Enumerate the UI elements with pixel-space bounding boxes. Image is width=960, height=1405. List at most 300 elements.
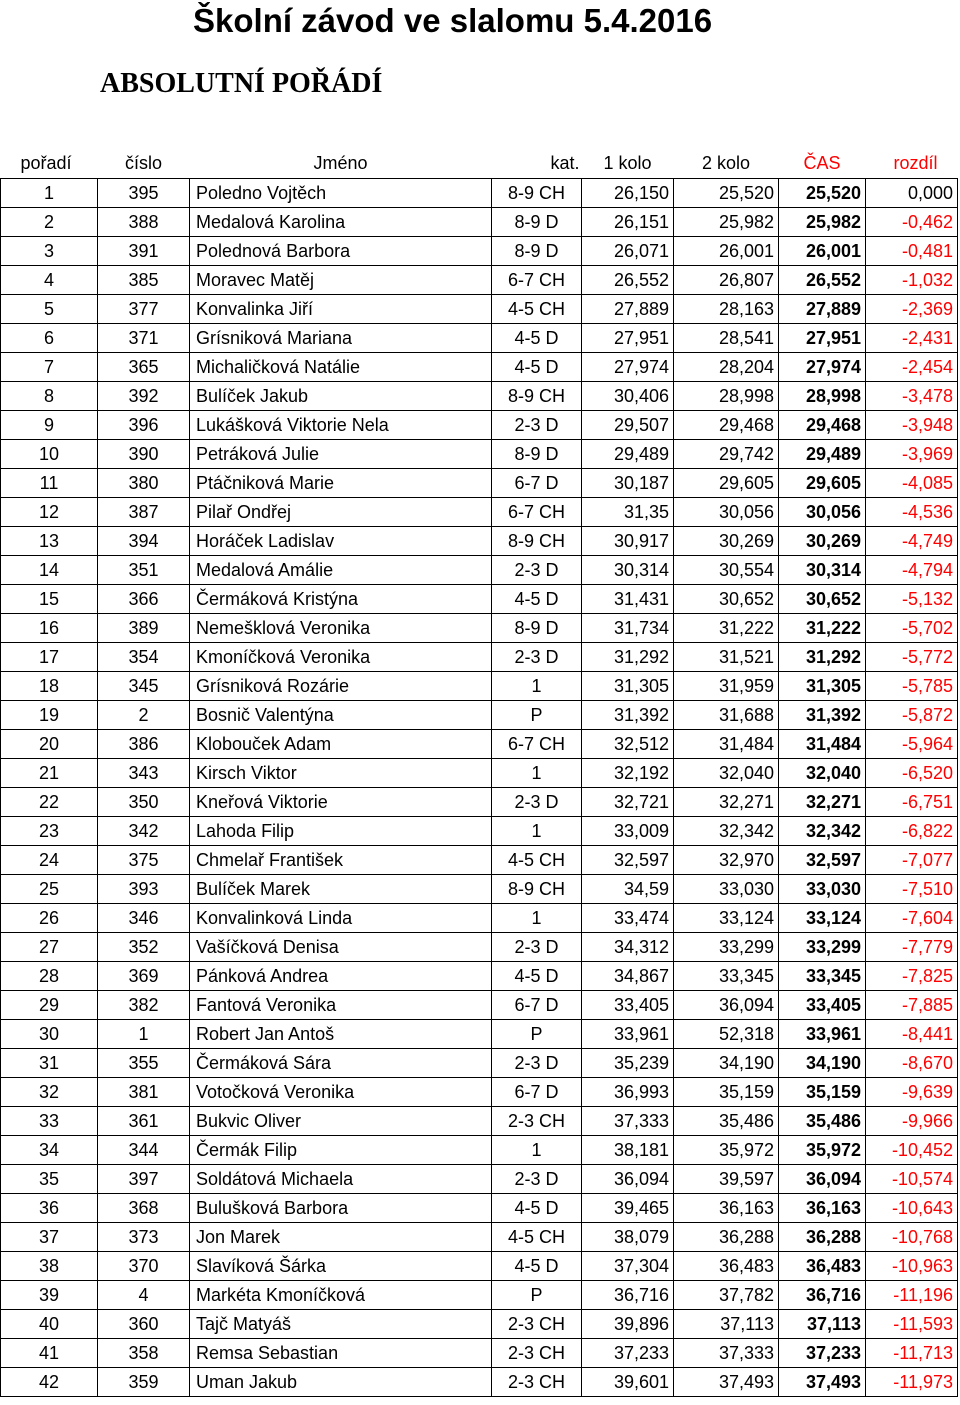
cell-run1: 26,150 [582, 179, 674, 208]
cell-number: 396 [98, 411, 190, 440]
cell-name: Bulíček Jakub [190, 382, 492, 411]
cell-number: 388 [98, 208, 190, 237]
cell-diff: -5,702 [866, 614, 958, 643]
cell-number: 390 [98, 440, 190, 469]
cell-name: Uman Jakub [190, 1368, 492, 1397]
cell-run1: 30,406 [582, 382, 674, 411]
cell-diff: -6,520 [866, 759, 958, 788]
cell-number: 4 [98, 1281, 190, 1310]
cell-run2: 37,113 [674, 1310, 779, 1339]
table-row [1, 469, 958, 498]
cell-category: 8-9 D [492, 237, 582, 266]
cell-time: 31,292 [779, 643, 866, 672]
table-row [1, 353, 958, 382]
cell-diff: -4,085 [866, 469, 958, 498]
table-row [1, 759, 958, 788]
cell-run1: 31,305 [582, 672, 674, 701]
cell-rank: 17 [1, 643, 98, 672]
table-row [1, 1194, 958, 1223]
cell-number: 351 [98, 556, 190, 585]
cell-run1: 34,867 [582, 962, 674, 991]
cell-diff: -11,973 [866, 1368, 958, 1397]
cell-rank: 30 [1, 1020, 98, 1049]
cell-rank: 7 [1, 353, 98, 382]
cell-time: 27,951 [779, 324, 866, 353]
cell-run1: 39,601 [582, 1368, 674, 1397]
cell-rank: 20 [1, 730, 98, 759]
cell-run1: 38,181 [582, 1136, 674, 1165]
cell-run1: 35,239 [582, 1049, 674, 1078]
cell-rank: 16 [1, 614, 98, 643]
cell-time: 33,124 [779, 904, 866, 933]
cell-run1: 29,489 [582, 440, 674, 469]
table-row [1, 1252, 958, 1281]
cell-diff: -10,574 [866, 1165, 958, 1194]
cell-name: Fantová Veronika [190, 991, 492, 1020]
cell-time: 37,233 [779, 1339, 866, 1368]
cell-run2: 32,271 [674, 788, 779, 817]
cell-number: 354 [98, 643, 190, 672]
cell-run2: 36,163 [674, 1194, 779, 1223]
cell-diff: -8,441 [866, 1020, 958, 1049]
cell-run2: 30,056 [674, 498, 779, 527]
cell-run1: 36,993 [582, 1078, 674, 1107]
cell-time: 32,597 [779, 846, 866, 875]
table-row [1, 1136, 958, 1165]
cell-run2: 33,124 [674, 904, 779, 933]
cell-number: 369 [98, 962, 190, 991]
cell-diff: -4,749 [866, 527, 958, 556]
cell-name: Ptáčniková Marie [190, 469, 492, 498]
cell-rank: 27 [1, 933, 98, 962]
cell-time: 31,392 [779, 701, 866, 730]
cell-diff: -5,772 [866, 643, 958, 672]
cell-diff: -10,768 [866, 1223, 958, 1252]
cell-run1: 33,009 [582, 817, 674, 846]
cell-number: 373 [98, 1223, 190, 1252]
cell-category: P [492, 1281, 582, 1310]
cell-time: 30,652 [779, 585, 866, 614]
cell-run2: 33,345 [674, 962, 779, 991]
cell-category: 2-3 D [492, 933, 582, 962]
cell-time: 31,305 [779, 672, 866, 701]
cell-time: 37,113 [779, 1310, 866, 1339]
cell-category: 6-7 D [492, 469, 582, 498]
cell-category: 4-5 D [492, 1252, 582, 1281]
cell-name: Bosnič Valentýna [190, 701, 492, 730]
cell-time: 29,489 [779, 440, 866, 469]
cell-time: 34,190 [779, 1049, 866, 1078]
cell-category: 4-5 CH [492, 1223, 582, 1252]
cell-diff: -7,885 [866, 991, 958, 1020]
table-header-row [1, 149, 958, 179]
cell-name: Konvalinková Linda [190, 904, 492, 933]
cell-category: 4-5 CH [492, 295, 582, 324]
cell-name: Polednová Barbora [190, 237, 492, 266]
cell-run1: 31,734 [582, 614, 674, 643]
cell-rank: 29 [1, 991, 98, 1020]
cell-diff: -11,593 [866, 1310, 958, 1339]
cell-run1: 30,917 [582, 527, 674, 556]
cell-number: 371 [98, 324, 190, 353]
cell-run1: 32,192 [582, 759, 674, 788]
cell-run1: 31,35 [582, 498, 674, 527]
cell-category: 6-7 CH [492, 266, 582, 295]
cell-diff: -7,510 [866, 875, 958, 904]
cell-name: Soldátová Michaela [190, 1165, 492, 1194]
cell-run2: 28,998 [674, 382, 779, 411]
cell-run2: 28,163 [674, 295, 779, 324]
cell-number: 350 [98, 788, 190, 817]
cell-name: Robert Jan Antoš [190, 1020, 492, 1049]
cell-category: 2-3 D [492, 556, 582, 585]
cell-run1: 34,312 [582, 933, 674, 962]
cell-diff: -1,032 [866, 266, 958, 295]
header-time: ČAS [779, 149, 866, 179]
cell-run1: 30,314 [582, 556, 674, 585]
cell-run1: 26,151 [582, 208, 674, 237]
cell-number: 355 [98, 1049, 190, 1078]
cell-run2: 37,782 [674, 1281, 779, 1310]
cell-number: 393 [98, 875, 190, 904]
cell-diff: -9,639 [866, 1078, 958, 1107]
cell-run1: 37,233 [582, 1339, 674, 1368]
cell-run2: 28,204 [674, 353, 779, 382]
cell-category: 2-3 D [492, 788, 582, 817]
cell-category: 2-3 D [492, 1165, 582, 1194]
cell-run1: 33,474 [582, 904, 674, 933]
cell-time: 26,001 [779, 237, 866, 266]
cell-number: 345 [98, 672, 190, 701]
cell-number: 395 [98, 179, 190, 208]
cell-time: 25,520 [779, 179, 866, 208]
table-row [1, 1107, 958, 1136]
cell-time: 26,552 [779, 266, 866, 295]
cell-diff: -11,713 [866, 1339, 958, 1368]
cell-time: 36,483 [779, 1252, 866, 1281]
cell-name: Petráková Julie [190, 440, 492, 469]
cell-rank: 18 [1, 672, 98, 701]
cell-run1: 34,59 [582, 875, 674, 904]
cell-diff: -10,963 [866, 1252, 958, 1281]
cell-time: 31,222 [779, 614, 866, 643]
table-row [1, 1078, 958, 1107]
cell-category: 4-5 D [492, 324, 582, 353]
cell-time: 35,159 [779, 1078, 866, 1107]
cell-category: 8-9 CH [492, 527, 582, 556]
cell-number: 380 [98, 469, 190, 498]
cell-time: 36,288 [779, 1223, 866, 1252]
cell-name: Nemešklová Veronika [190, 614, 492, 643]
table-row [1, 1310, 958, 1339]
cell-name: Jon Marek [190, 1223, 492, 1252]
cell-diff: -5,132 [866, 585, 958, 614]
cell-run2: 29,468 [674, 411, 779, 440]
cell-diff: -3,969 [866, 440, 958, 469]
table-row [1, 527, 958, 556]
table-row [1, 382, 958, 411]
cell-time: 25,982 [779, 208, 866, 237]
results-body [1, 179, 958, 1397]
cell-number: 343 [98, 759, 190, 788]
cell-number: 346 [98, 904, 190, 933]
cell-run2: 37,333 [674, 1339, 779, 1368]
cell-diff: -3,948 [866, 411, 958, 440]
table-row [1, 904, 958, 933]
cell-diff: -7,077 [866, 846, 958, 875]
cell-run2: 28,541 [674, 324, 779, 353]
cell-rank: 33 [1, 1107, 98, 1136]
cell-run2: 30,652 [674, 585, 779, 614]
cell-time: 33,405 [779, 991, 866, 1020]
table-row [1, 962, 958, 991]
table-row [1, 208, 958, 237]
cell-diff: -4,536 [866, 498, 958, 527]
cell-category: 4-5 D [492, 1194, 582, 1223]
cell-category: 6-7 CH [492, 498, 582, 527]
cell-diff: -3,478 [866, 382, 958, 411]
cell-time: 29,605 [779, 469, 866, 498]
cell-number: 366 [98, 585, 190, 614]
cell-number: 381 [98, 1078, 190, 1107]
cell-run1: 26,552 [582, 266, 674, 295]
cell-rank: 40 [1, 1310, 98, 1339]
table-row [1, 1339, 958, 1368]
cell-diff: -4,794 [866, 556, 958, 585]
cell-rank: 36 [1, 1194, 98, 1223]
header-rank: pořadí [1, 149, 98, 179]
table-row [1, 556, 958, 585]
cell-name: Čermák Filip [190, 1136, 492, 1165]
cell-run2: 32,342 [674, 817, 779, 846]
cell-run1: 27,889 [582, 295, 674, 324]
table-row [1, 324, 958, 353]
cell-time: 35,972 [779, 1136, 866, 1165]
cell-number: 360 [98, 1310, 190, 1339]
table-row [1, 585, 958, 614]
cell-run2: 36,483 [674, 1252, 779, 1281]
cell-category: 4-5 CH [492, 846, 582, 875]
cell-rank: 23 [1, 817, 98, 846]
cell-diff: -11,196 [866, 1281, 958, 1310]
cell-run1: 27,951 [582, 324, 674, 353]
cell-diff: -8,670 [866, 1049, 958, 1078]
cell-run2: 31,484 [674, 730, 779, 759]
cell-rank: 31 [1, 1049, 98, 1078]
cell-category: 4-5 D [492, 962, 582, 991]
cell-category: 2-3 CH [492, 1310, 582, 1339]
cell-category: 2-3 CH [492, 1368, 582, 1397]
cell-run2: 36,288 [674, 1223, 779, 1252]
cell-time: 28,998 [779, 382, 866, 411]
cell-run1: 32,721 [582, 788, 674, 817]
cell-rank: 10 [1, 440, 98, 469]
cell-number: 1 [98, 1020, 190, 1049]
cell-run2: 35,486 [674, 1107, 779, 1136]
cell-category: 1 [492, 1136, 582, 1165]
cell-name: Kneřová Viktorie [190, 788, 492, 817]
cell-category: 2-3 D [492, 1049, 582, 1078]
cell-run1: 31,431 [582, 585, 674, 614]
cell-category: 2-3 D [492, 411, 582, 440]
table-row [1, 498, 958, 527]
cell-number: 352 [98, 933, 190, 962]
cell-run1: 32,512 [582, 730, 674, 759]
cell-time: 30,269 [779, 527, 866, 556]
cell-run1: 30,187 [582, 469, 674, 498]
cell-run2: 33,030 [674, 875, 779, 904]
cell-run2: 35,159 [674, 1078, 779, 1107]
table-row [1, 672, 958, 701]
cell-time: 35,486 [779, 1107, 866, 1136]
cell-run2: 30,269 [674, 527, 779, 556]
cell-name: Remsa Sebastian [190, 1339, 492, 1368]
cell-rank: 35 [1, 1165, 98, 1194]
cell-diff: -10,452 [866, 1136, 958, 1165]
cell-time: 30,056 [779, 498, 866, 527]
table-row [1, 1020, 958, 1049]
cell-number: 375 [98, 846, 190, 875]
table-row [1, 788, 958, 817]
cell-category: 1 [492, 904, 582, 933]
cell-category: P [492, 701, 582, 730]
cell-rank: 12 [1, 498, 98, 527]
cell-category: 8-9 D [492, 440, 582, 469]
table-row [1, 875, 958, 904]
cell-run2: 39,597 [674, 1165, 779, 1194]
cell-number: 391 [98, 237, 190, 266]
cell-rank: 15 [1, 585, 98, 614]
cell-run2: 35,972 [674, 1136, 779, 1165]
table-row [1, 614, 958, 643]
cell-rank: 19 [1, 701, 98, 730]
cell-number: 2 [98, 701, 190, 730]
cell-rank: 34 [1, 1136, 98, 1165]
table-row [1, 817, 958, 846]
cell-number: 361 [98, 1107, 190, 1136]
cell-time: 29,468 [779, 411, 866, 440]
cell-diff: -2,454 [866, 353, 958, 382]
cell-run2: 30,554 [674, 556, 779, 585]
cell-category: 2-3 CH [492, 1339, 582, 1368]
cell-name: Chmelař František [190, 846, 492, 875]
cell-number: 370 [98, 1252, 190, 1281]
table-row [1, 701, 958, 730]
cell-diff: -2,431 [866, 324, 958, 353]
cell-name: Čermáková Kristýna [190, 585, 492, 614]
cell-run2: 34,190 [674, 1049, 779, 1078]
cell-category: 1 [492, 672, 582, 701]
cell-run2: 31,959 [674, 672, 779, 701]
cell-category: 8-9 D [492, 208, 582, 237]
cell-number: 365 [98, 353, 190, 382]
cell-rank: 28 [1, 962, 98, 991]
table-row [1, 1281, 958, 1310]
cell-run2: 32,040 [674, 759, 779, 788]
cell-time: 33,961 [779, 1020, 866, 1049]
cell-time: 33,345 [779, 962, 866, 991]
cell-category: 2-3 D [492, 643, 582, 672]
cell-run2: 25,520 [674, 179, 779, 208]
cell-rank: 39 [1, 1281, 98, 1310]
table-row [1, 237, 958, 266]
cell-diff: -5,785 [866, 672, 958, 701]
header-diff: rozdíl [866, 149, 958, 179]
cell-name: Čermáková Sára [190, 1049, 492, 1078]
cell-rank: 8 [1, 382, 98, 411]
cell-name: Vašíčková Denisa [190, 933, 492, 962]
cell-category: 8-9 CH [492, 179, 582, 208]
table-row [1, 440, 958, 469]
cell-run1: 36,716 [582, 1281, 674, 1310]
table-row [1, 266, 958, 295]
cell-rank: 2 [1, 208, 98, 237]
cell-rank: 32 [1, 1078, 98, 1107]
cell-diff: -5,964 [866, 730, 958, 759]
cell-number: 377 [98, 295, 190, 324]
cell-name: Poledno Vojtěch [190, 179, 492, 208]
cell-diff: -7,604 [866, 904, 958, 933]
cell-run2: 26,807 [674, 266, 779, 295]
cell-diff: -7,779 [866, 933, 958, 962]
cell-rank: 6 [1, 324, 98, 353]
cell-rank: 41 [1, 1339, 98, 1368]
cell-diff: -0,462 [866, 208, 958, 237]
table-row [1, 991, 958, 1020]
cell-run1: 38,079 [582, 1223, 674, 1252]
cell-time: 32,271 [779, 788, 866, 817]
cell-name: Moravec Matěj [190, 266, 492, 295]
cell-run2: 52,318 [674, 1020, 779, 1049]
table-row [1, 179, 958, 208]
cell-diff: -10,643 [866, 1194, 958, 1223]
cell-run2: 31,222 [674, 614, 779, 643]
results-table [0, 149, 958, 1397]
cell-category: 6-7 D [492, 1078, 582, 1107]
cell-rank: 13 [1, 527, 98, 556]
cell-number: 386 [98, 730, 190, 759]
cell-rank: 1 [1, 179, 98, 208]
cell-rank: 37 [1, 1223, 98, 1252]
cell-number: 397 [98, 1165, 190, 1194]
cell-run1: 36,094 [582, 1165, 674, 1194]
cell-rank: 9 [1, 411, 98, 440]
cell-time: 33,030 [779, 875, 866, 904]
cell-run2: 29,742 [674, 440, 779, 469]
cell-category: 1 [492, 817, 582, 846]
cell-time: 32,342 [779, 817, 866, 846]
cell-run1: 39,896 [582, 1310, 674, 1339]
page-title: Školní závod ve slalomu 5.4.2016 [193, 2, 713, 39]
cell-number: 392 [98, 382, 190, 411]
cell-name: Pánková Andrea [190, 962, 492, 991]
cell-number: 368 [98, 1194, 190, 1223]
cell-time: 36,094 [779, 1165, 866, 1194]
cell-category: 4-5 D [492, 585, 582, 614]
cell-run2: 31,688 [674, 701, 779, 730]
table-row [1, 1223, 958, 1252]
cell-run1: 26,071 [582, 237, 674, 266]
cell-name: Kirsch Viktor [190, 759, 492, 788]
cell-name: Medalová Amálie [190, 556, 492, 585]
cell-category: 8-9 D [492, 614, 582, 643]
cell-name: Pilař Ondřej [190, 498, 492, 527]
table-row [1, 411, 958, 440]
cell-name: Tajč Matyáš [190, 1310, 492, 1339]
cell-rank: 25 [1, 875, 98, 904]
cell-name: Bulíček Marek [190, 875, 492, 904]
cell-number: 358 [98, 1339, 190, 1368]
